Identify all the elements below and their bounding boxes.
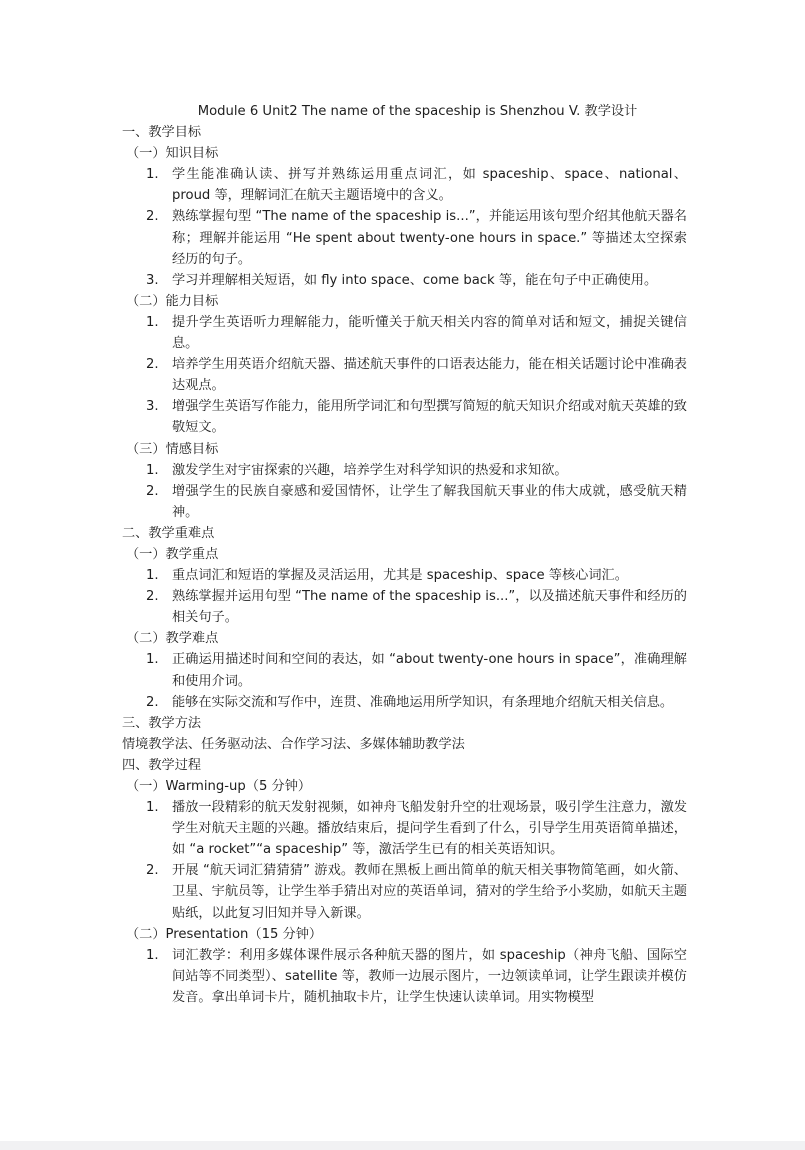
list-item [122,860,687,923]
item-text: 词汇教学：利用多媒体课件展示各种航天器的图片，如 spaceship（神舟飞船、国际空间站等不同类型）、satellite 等，教师一边展示图片，一边领读单词，让学生跟读并模仿发音。拿出单词卡片，随机抽取卡片，让学生快速认读单词。用实物模型 [172,947,687,1005]
item-number: 1. [146,167,159,183]
item-number: 2. [146,863,159,879]
subsection-heading: （二）教学难点 [126,631,219,647]
item-number: 1. [146,800,159,816]
item-number: 1. [146,652,159,668]
subsection-heading: （三）情感目标 [126,441,219,457]
item-text: 正确运用描述时间和空间的表达，如 “about twenty-one hours in space”，准确理解和使用介词。 [172,652,687,689]
list-item [122,649,687,691]
item-number: 1. [146,947,159,963]
item-text: 激发学生对宇宙探索的兴趣，培养学生对科学知识的热爱和求知欲。 [172,462,568,478]
section-heading: 三、教学方法 [122,715,202,731]
paragraph: 情境教学法、任务驱动法、合作学习法、多媒体辅助教学法 [122,736,465,752]
subsection-heading: （一）教学重点 [126,546,219,562]
item-number: 2. [146,694,159,710]
item-text: 能够在实际交流和写作中，连贯、准确地运用所学知识，有条理地介绍航天相关信息。 [172,694,674,710]
item-number: 2. [146,483,159,499]
item-text: 增强学生的民族自豪感和爱国情怀，让学生了解我国航天事业的伟大成就，感受航天精神。 [172,483,687,520]
item-number: 1. [146,314,159,330]
subsection-heading: （二）Presentation（15 分钟） [126,926,323,942]
item-number: 3. [146,272,159,288]
list-item [122,460,687,481]
item-number: 2. [146,209,159,225]
item-number: 1. [146,568,159,584]
list-item [122,797,687,860]
item-text: 增强学生英语写作能力，能用所学词汇和句型撰写简短的航天知识介绍或对航天英雄的致敬短文。 [172,399,687,436]
list-item [122,481,687,523]
list-item [122,586,687,628]
list-item [122,164,687,206]
item-text: 提升学生英语听力理解能力，能听懂关于航天相关内容的简单对话和短文，捕捉关键信息。 [172,314,687,352]
item-number: 2. [146,357,159,373]
item-text: 学习并理解相关短语，如 fly into space、come back 等，能在句子中正确使用。 [172,272,658,288]
item-text: 学生能准确认读、拼写并熟练运用重点词汇，如 spaceship、space、national、proud 等，理解词汇在航天主题语境中的含义。 [172,167,687,204]
subsection-heading: （一）Warming-up（5 分钟） [126,779,312,794]
item-number: 1. [146,462,159,478]
list-item [122,565,687,586]
document-title: Module 6 Unit2 The name of the spaceship is Shenzhou V. 教学设计 [197,104,638,119]
item-number: 3. [146,399,159,415]
subsection-heading: （一）知识目标 [126,146,219,162]
section-heading: 四、教学过程 [122,757,202,773]
item-text: 培养学生用英语介绍航天器、描述航天事件的口语表达能力，能在相关话题讨论中准确表达观点。 [172,357,687,394]
subsection-heading: （二）能力目标 [126,293,219,309]
list-item [122,945,687,1008]
item-text: 熟练掌握并运用句型 “The name of the spaceship is...”，以及描述航天事件和经历的相关句子。 [172,589,687,626]
list-item [122,206,687,269]
item-text: 重点词汇和短语的掌握及灵活运用，尤其是 spaceship、space 等核心词汇。 [172,568,628,584]
list-item [122,692,687,713]
list-item [122,396,687,438]
document-body [122,101,687,1008]
list-item [122,270,687,291]
list-item [122,312,687,354]
item-number: 2. [146,589,159,605]
section-heading: 一、教学目标 [122,125,202,141]
section-heading: 二、教学重难点 [122,525,215,541]
item-text: 播放一段精彩的航天发射视频，如神舟飞船发射升空的壮观场景，吸引学生注意力，激发学生对航天主题的兴趣。播放结束后，提问学生看到了什么，引导学生用英语简单描述，如 “a rocket”“a spaceship” 等，激活学生已有的相关英语知识。 [172,800,687,858]
item-text: 熟练掌握句型 “The name of the spaceship is...”，并能运用该句型介绍其他航天器名称；理解并能运用 “He spent about twenty-one hours in space.” 等描述太空探索经历的句子。 [172,209,687,267]
list-item [122,354,687,396]
item-text: 开展 “航天词汇猜猜猜” 游戏。教师在黑板上画出简单的航天相关事物简笔画，如火箭、卫星、宇航员等，让学生举手猜出对应的英语单词，猜对的学生给予小奖励，如航天主题贴纸，以此复习旧知并导入新课。 [172,863,687,921]
